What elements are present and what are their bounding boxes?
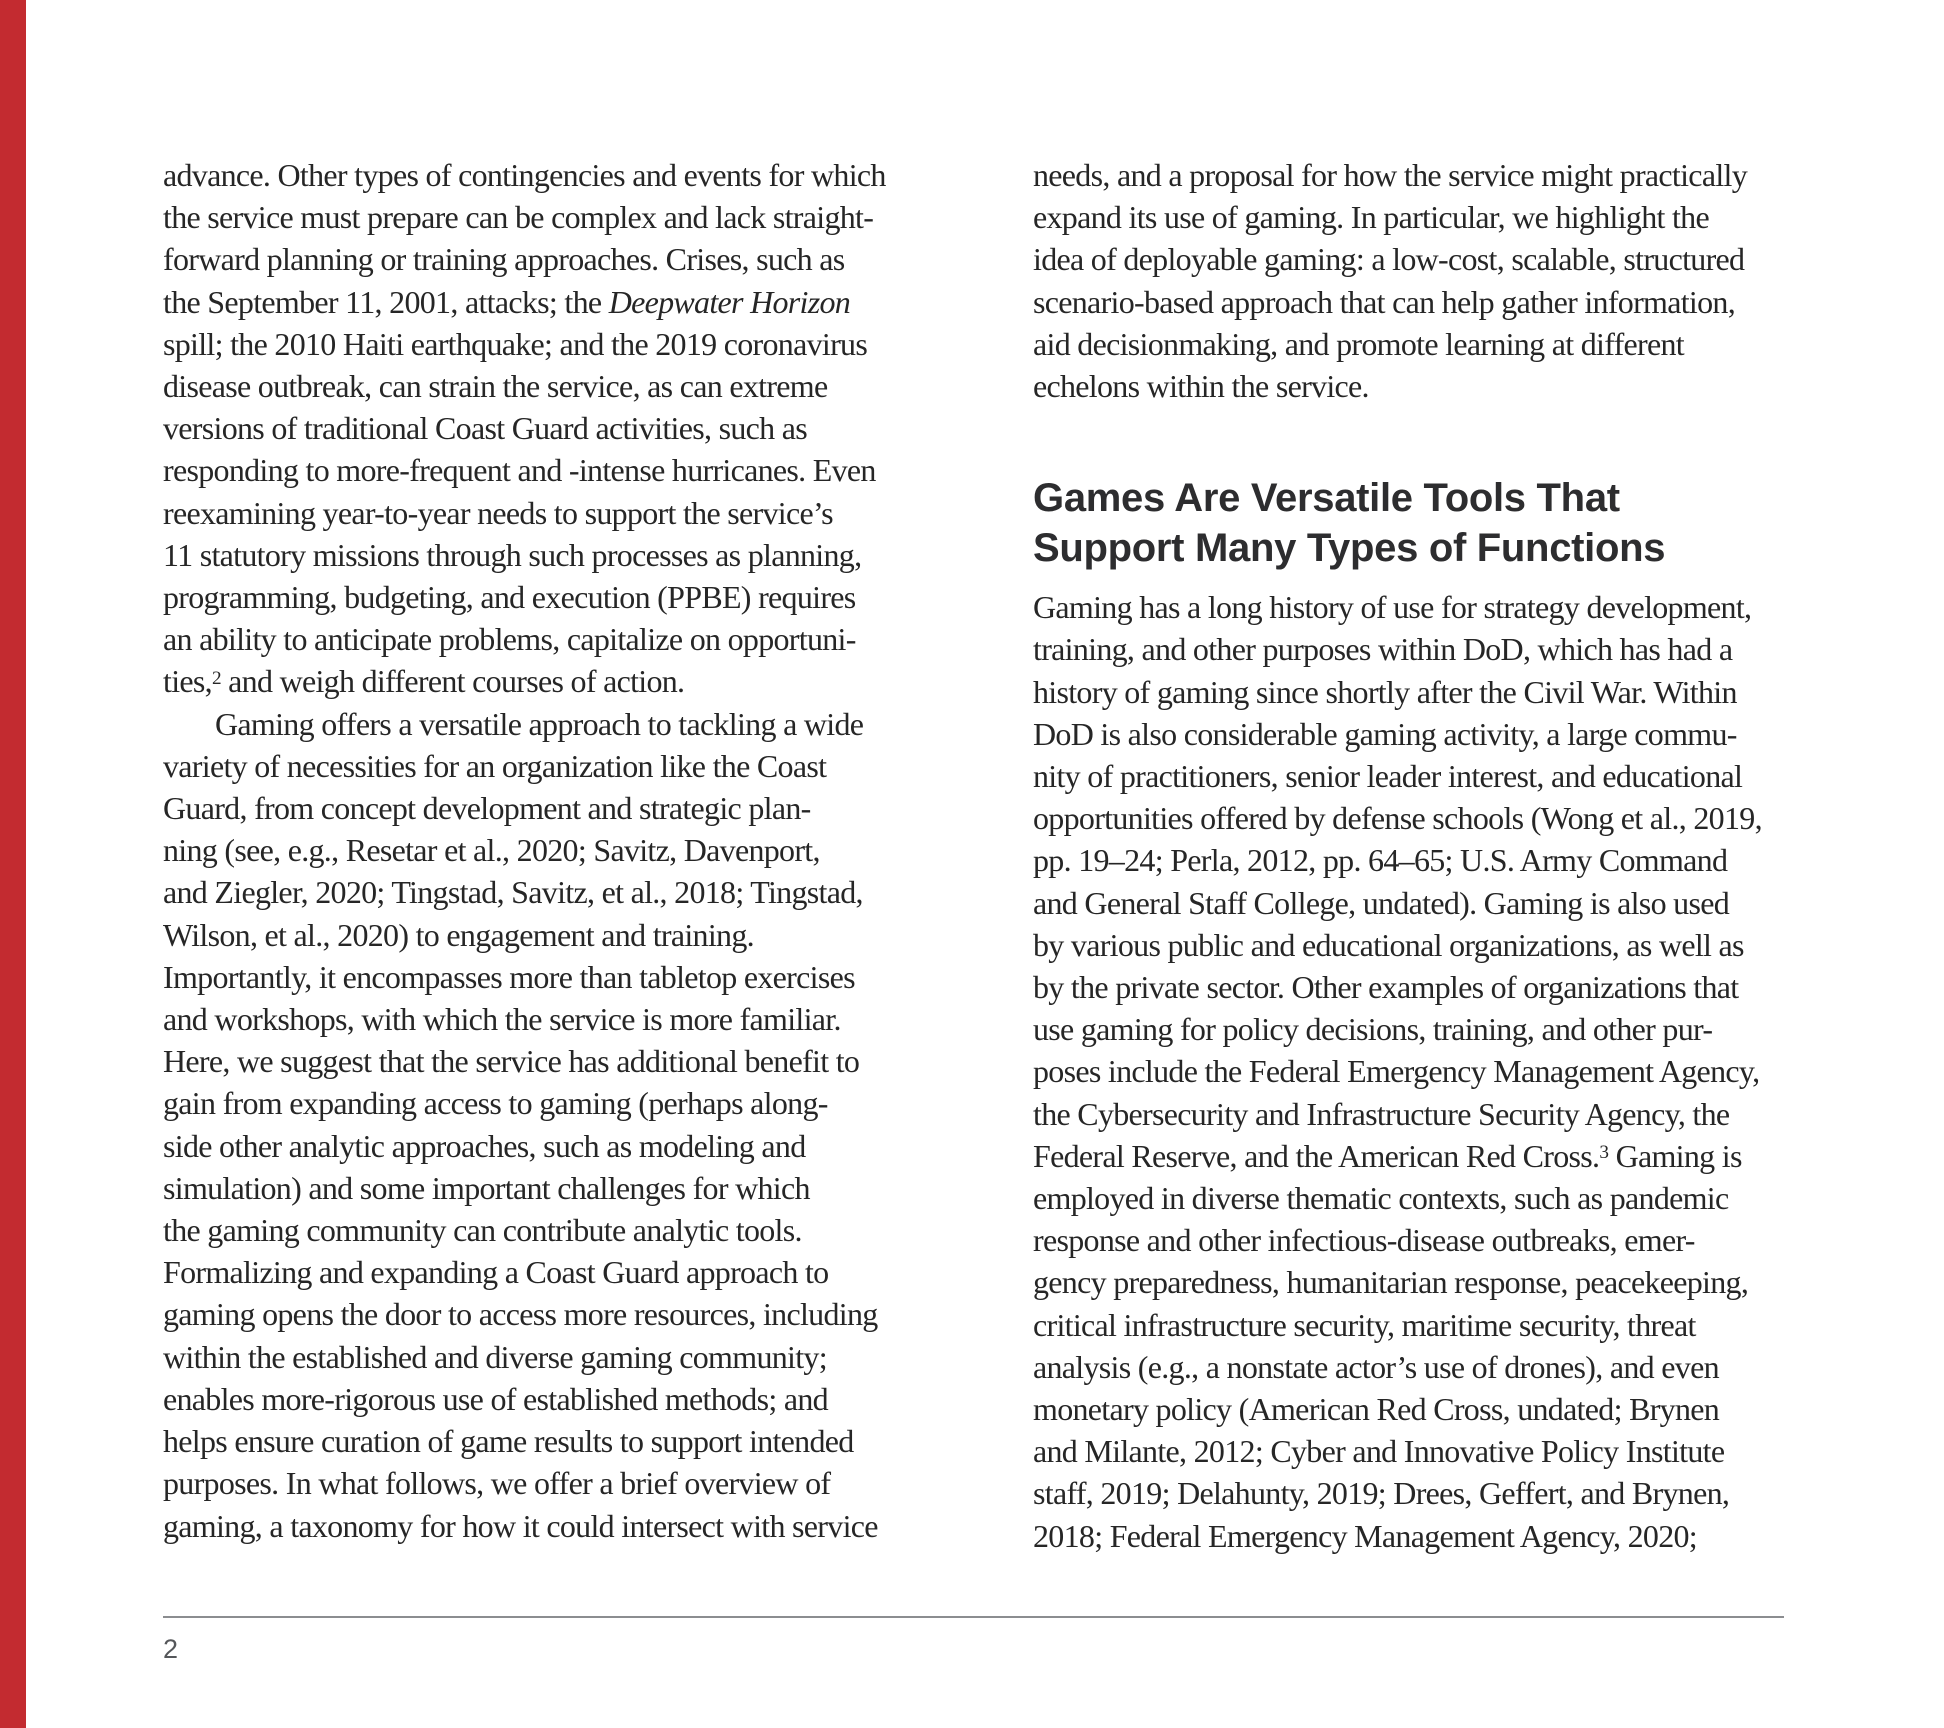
- body-paragraph: Gaming has a long history of use for strategy development, training, and other purposes within DoD, which has had a history of gaming since shortly after the Civil War. Within DoD is also considerable gaming activity, a large commu- nity of practitioners, senior leader interest, and educational opportunities offered by defense schools (Wong et al., 2019, pp. 19–24; Perla, 2012, pp. 64–65; U.S. Army Command and General Staff College, undated). Gaming is also used by various public and educational organizations, as well as by the private sector. Other examples of organizations that use gaming for policy decisions, training, and other pur- poses include the Federal Emergency Management Agency, the Cybersecurity and Infrastructure Security Agency, the Federal Reserve, and the American Red Cross.$^3$ Gaming is employed in diverse thematic contexts, such as pandemic response and other infectious-disease outbreaks, emer- gency preparedness, humanitarian response, peacekeeping, critical infrastructure security, maritime security, threat analysis (e.g., a nonstate actor’s use of drones), and even monetary policy (American Red Cross, undated; Brynen and Milante, 2012; Cyber and Innovative Policy Institute staff, 2019; Delahunty, 2019; Drees, Geffert, and Brynen, 2018; Federal Emergency Management Agency, 2020;: [1033, 589, 1762, 1554]
- page-number: 2: [163, 1634, 179, 1664]
- right-text-column: [1033, 154, 1823, 1557]
- body-paragraph: needs, and a proposal for how the service might practically expand its use of gaming. In particular, we highlight the idea of deployable gaming: a low-cost, scalable, structured scenario-based approach that can help gather information, aid decisionmaking, and promote learning at different echelons within the service.: [1033, 157, 1747, 405]
- left-text-column: [163, 154, 953, 1547]
- body-paragraph: Gaming offers a versatile approach to tackling a wide variety of necessities for an organization like the Coast Guard, from concept development and strategic plan- ning (see, e.g., Resetar et al., 2020; Savitz, Davenport, and Ziegler, 2020; Tingstad, Savitz, et al., 2018; Tingstad, Wilson, et al., 2020) to engagement and training. Importantly, it encompasses more than tabletop exercises and workshops, with which the service is more familiar. Here, we suggest that the service has additional benefit to gain from expanding access to gaming (perhaps along- side other analytic approaches, such as modeling and simulation) and some important challenges for which the gaming community can contribute analytic tools. Formalizing and expanding a Coast Guard approach to gaming opens the door to access more resources, including within the established and diverse gaming community; enables more-rigorous use of established methods; and helps ensure curation of game results to support intended purposes. In what follows, we offer a brief overview of gaming, a taxonomy for how it could intersect with service: [163, 705, 878, 1544]
- page-edge-accent-bar: [0, 0, 26, 1728]
- section-heading: Games Are Versatile Tools That Support Many Types of Functions: [1033, 476, 1666, 571]
- body-paragraph: advance. Other types of contingencies and events for which the service must prepare can be complex and lack straight- forward planning or training approaches. Crises, such as the September 11, 2001, attacks; the Deepwater Horizon spill; the 2010 Haiti earthquake; and the 2019 coronavirus disease outbreak, can strain the service, as can extreme versions of traditional Coast Guard activities, such as responding to more-frequent and -intense hurricanes. Even reexamining year-to-year needs to support the service’s 11 statutory missions through such processes as planning, programming, budgeting, and execution (PPBE) requires an ability to anticipate problems, capitalize on opportuni- ties,$^2$ and weigh different courses of action.: [163, 157, 886, 700]
- footer-divider-rule: [163, 1616, 1784, 1618]
